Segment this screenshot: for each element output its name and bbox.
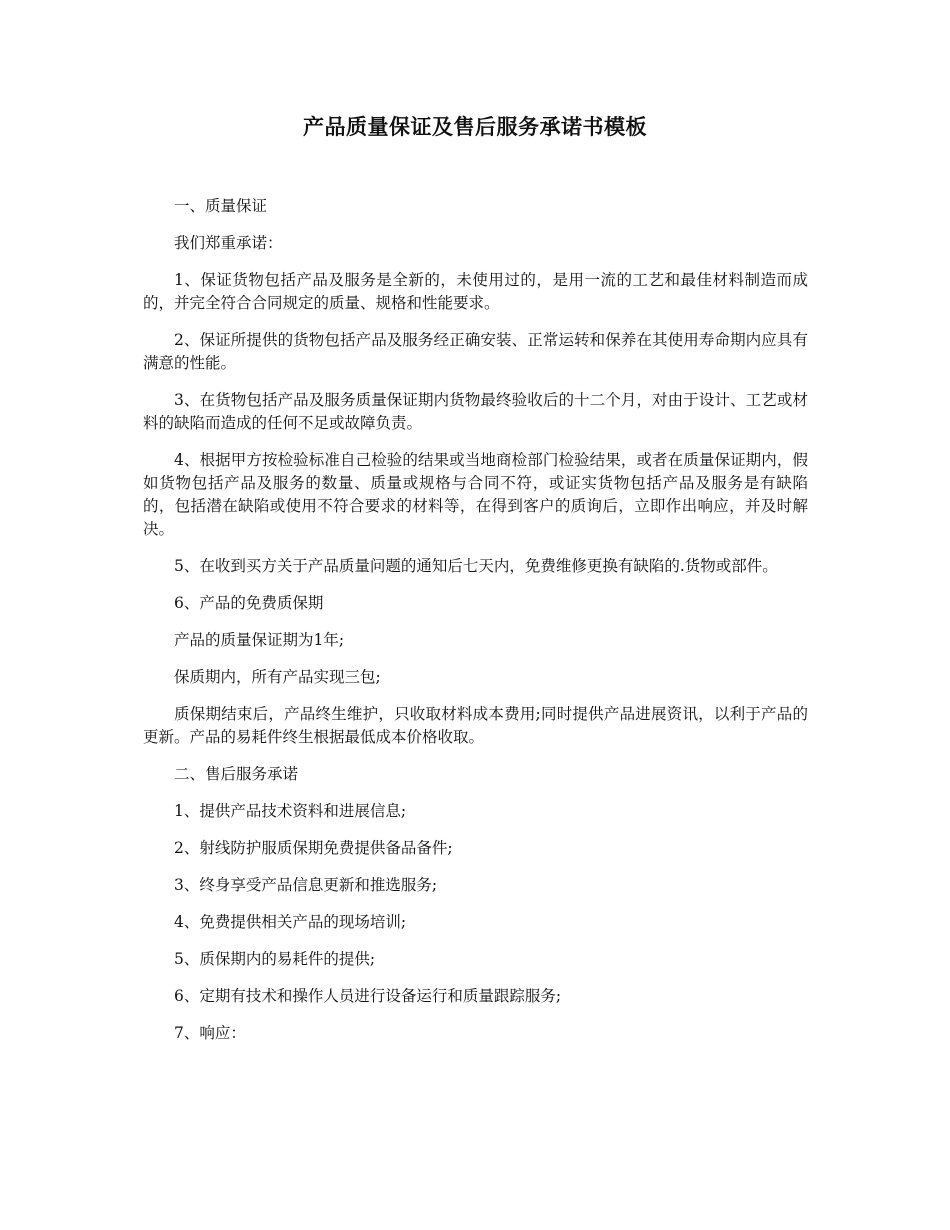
paragraph: 5、在收到买方关于产品质量问题的通知后七天内，免费维修更换有缺陷的.货物或部件。 [174,557,778,575]
paragraph: 产品的质量保证期为1年; [174,631,345,649]
paragraph: 7、响应： [174,1024,246,1042]
section-heading-after-sales: 二、售后服务承诺 [174,765,299,783]
paragraph: 3、在货物包括产品及服务质量保证期内货物最终验收后的十二个月，对由于设计、工艺或材料的缺陷而造成的任何不足或故障负责。 [143,391,808,432]
paragraph: 1、保证货物包括产品及服务是全新的，未使用过的，是用一流的工艺和最佳材料制造而成的，并完全符合合同规定的质量、规格和性能要求。 [143,271,808,312]
document-title: 产品质量保证及售后服务承诺书模板 [303,114,647,139]
document-body [143,195,808,1059]
paragraph: 1、提供产品技术资料和进展信息; [174,802,407,820]
paragraph: 2、保证所提供的货物包括产品及服务经正确安装、正常运转和保养在其使用寿命期内应具有满意的性能。 [143,331,808,372]
paragraph: 质保期结束后，产品终生维护，只收取材料成本费用;同时提供产品进展资讯，以利于产品的更新。产品的易耗件终生根据最低成本价格收取。 [143,705,808,746]
paragraph: 2、射线防护服质保期免费提供备品备件; [174,839,453,857]
paragraph: 4、根据甲方按检验标准自己检验的结果或当地商检部门检验结果，或者在质量保证期内，假如货物包括产品及服务的数量、质量或规格与合同不符，或证实货物包括产品及服务是有缺陷的，包括潜在缺陷或使用不符合要求的材料等，在得到客户的质询后，立即作出响应，并及时解决。 [143,451,808,538]
paragraph: 我们郑重承诺： [174,234,283,252]
paragraph: 6、定期有技术和操作人员进行设备运行和质量跟踪服务; [174,987,562,1005]
paragraph: 5、质保期内的易耗件的提供; [174,950,376,968]
section-heading-quality: 一、质量保证 [174,197,268,215]
paragraph: 3、终身享受产品信息更新和推选服务; [174,876,438,894]
paragraph: 6、产品的免费质保期 [174,594,324,612]
paragraph: 4、免费提供相关产品的现场培训; [174,913,407,931]
paragraph: 保质期内，所有产品实现三包; [174,668,381,686]
